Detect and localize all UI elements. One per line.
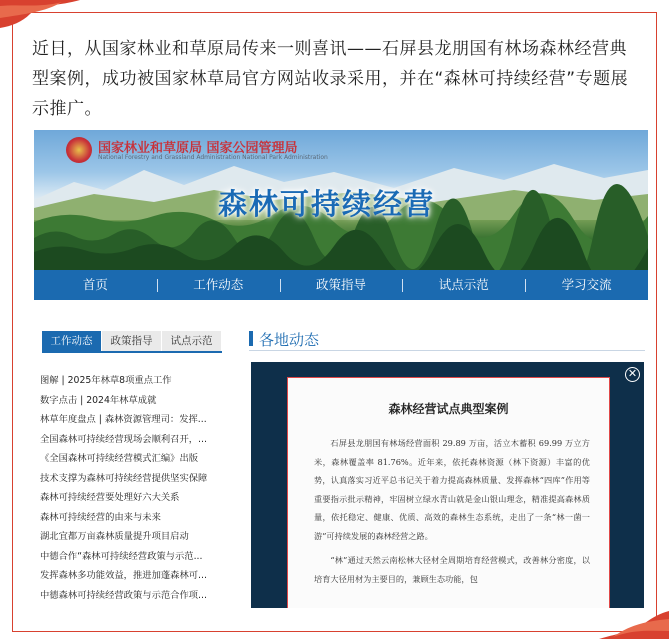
tab-work-news[interactable]: 工作动态 — [42, 331, 102, 351]
document-title: 森林经营试点典型案例 — [388, 402, 509, 416]
document-page — [287, 377, 610, 608]
agency-english-name: National Forestry and Grassland Administration National Park Administration — [98, 154, 328, 161]
agency-emblem-icon — [66, 137, 92, 163]
news-item[interactable]: 森林可持续经营要处理好六大关系 — [40, 492, 180, 503]
news-item[interactable]: 图解 | 2025年林草8项重点工作 — [40, 375, 172, 386]
news-item[interactable]: 森林可持续经营的由来与未来 — [40, 511, 161, 523]
ribbon-decoration-top-left — [0, 0, 80, 30]
nav-work-news[interactable]: 工作动态 — [157, 270, 280, 300]
nav-learning[interactable]: 学习交流 — [525, 270, 648, 300]
news-item[interactable]: 《全国森林可持续经营模式汇编》出版 — [40, 453, 199, 464]
agency-name: 国家林业和草原局 国家公园管理局 — [98, 141, 298, 156]
nav-home[interactable]: 首页 — [82, 277, 108, 292]
news-item[interactable]: 中德合作“森林可持续经营政策与示范... — [40, 550, 203, 562]
nav-pilot[interactable]: 试点示范 — [402, 270, 525, 300]
document-body — [314, 434, 590, 594]
news-item[interactable]: 中德森林可持续经营政策与示范合作项... — [40, 589, 207, 601]
banner-title: 森林可持续经营 — [218, 187, 436, 221]
tab-policy[interactable]: 政策指导 — [102, 331, 162, 351]
news-item[interactable]: 林草年度盘点 | 森林资源管理司：发挥... — [40, 414, 207, 425]
section-title: 各地动态 — [259, 331, 320, 349]
nav-policy[interactable]: 政策指导 — [280, 270, 403, 300]
news-item[interactable]: 全国森林可持续经营现场会顺利召开，... — [40, 433, 207, 445]
document-paragraph: “林”通过天然云南松林大径材全周期培育经营模式，改善林分密度，以培育大径用材为主要目的，兼顾生态功能，包 — [314, 555, 590, 584]
news-item[interactable]: 技术支撑为森林可持续经营提供坚实保障 — [40, 472, 208, 484]
close-icon[interactable]: ✕ — [625, 367, 640, 382]
document-paragraph: 石屏县龙朋国有林场经营面积 29.89 万亩，活立木蓄积 69.99 万立方米，森林覆盖率 81.76%。近年来，依托森林资源（林下资源）丰富的优势，认真落实习近平总书记关于着力提高森林质量、发挥森林“四库”作用等重要指示批示精神，牢固树立绿水青山就是金山银山理念，精准提高森林质量，依托稳定、健康、优质、高效的森林生态系统，走出了一条“林一菌一游”可持续发展的森林经营之路。 — [314, 438, 590, 541]
section-divider — [249, 350, 645, 351]
ribbon-decoration-bottom-right — [599, 609, 669, 639]
news-list — [40, 371, 230, 605]
main-nav — [34, 270, 648, 300]
site-banner — [34, 130, 648, 270]
news-item[interactable]: 发挥森林多功能效益，推进加蓬森林可... — [40, 570, 207, 581]
tab-pilot[interactable]: 试点示范 — [162, 331, 222, 351]
news-item[interactable]: 数字点击 | 2024年林草成就 — [40, 394, 157, 406]
section-marker — [249, 331, 253, 346]
document-popup — [251, 362, 644, 608]
article-intro: 近日，从国家林业和草原局传来一则喜讯——石屏县龙朋国有林场森林经营典型案例，成功被国家林草局官方网站收录采用，并在“森林可持续经营”专题展示推广。 — [32, 39, 629, 119]
sidebar-tabs — [42, 331, 222, 353]
news-item[interactable]: 湖北宜都万亩森林质量提升项目启动 — [40, 531, 189, 542]
website-screenshot — [34, 130, 648, 608]
